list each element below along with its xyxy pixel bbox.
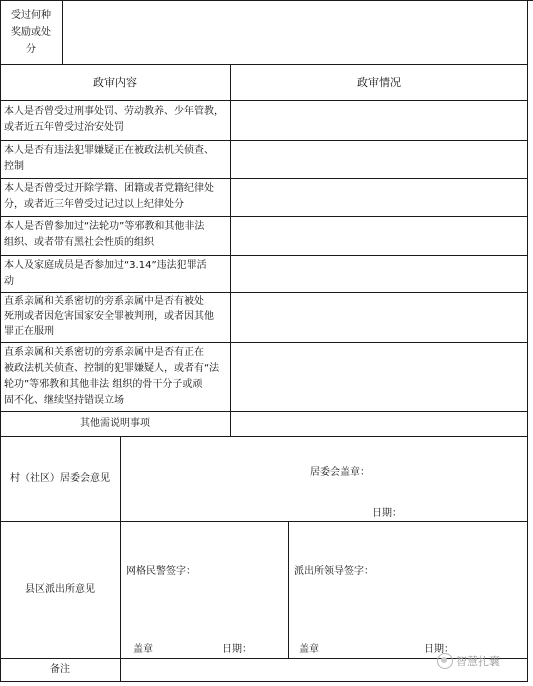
item-6-line-3: 罪正在服刑: [4, 326, 54, 337]
grid-stamp-label: 盖章: [133, 644, 153, 655]
grid-officer-sign-label: 网格民警签字：: [126, 566, 196, 577]
header-review-status: 政审情况: [357, 76, 401, 89]
item-6-line-1: 直系亲属和关系密切的旁系亲属中是否有被处: [4, 296, 204, 307]
village-date-label: 日期：: [372, 508, 402, 519]
item-2-line-1: 本人是否有违法犯罪嫌疑正在被政法机关侦查、: [4, 145, 214, 156]
item-1-line-2: 或者近五年曾受过治安处罚: [4, 122, 124, 133]
item-5-line-2: 动: [4, 276, 14, 287]
village-stamp-label: 居委会盖章：: [310, 467, 370, 478]
status-cell-1[interactable]: [231, 101, 527, 140]
wechat-logo-icon: [437, 653, 453, 669]
line-h11: [0, 521, 528, 522]
leader-date-label: 日期：: [424, 644, 454, 655]
line-left: [0, 0, 1, 682]
status-cell-5[interactable]: [231, 256, 527, 292]
item-2-line-2: 控制: [4, 161, 24, 172]
item-6-line-2: 死刑或者因危害国家安全罪被判刑，或者因其他: [4, 311, 214, 322]
grid-date-label: 日期：: [222, 644, 252, 655]
status-cell-2[interactable]: [231, 141, 527, 178]
award-label-line-1: 受过何种: [11, 10, 51, 21]
remarks-label: 备注: [50, 664, 70, 675]
header-review-content: 政审内容: [93, 76, 137, 89]
watermark: [437, 653, 500, 669]
line-h1: [0, 64, 528, 65]
item-7-line-2: 被政法机关侦查、控制的犯罪嫌疑人，或者有“法: [4, 363, 220, 374]
item-3-line-1: 本人是否曾受过开除学籍、团籍或者党籍纪律处: [4, 183, 214, 194]
status-cell-7[interactable]: [231, 343, 527, 411]
status-cell-3[interactable]: [231, 179, 527, 216]
line-police-split: [288, 521, 289, 658]
line-h10: [0, 436, 528, 437]
police-opinion-label: 县区派出所意见: [25, 584, 95, 595]
award-label-line-2: 奖励或处: [11, 27, 51, 38]
item-7-line-1: 直系亲属和关系密切的旁系亲属中是否有正在: [4, 347, 204, 358]
watermark-text: 智慧扎囊: [456, 655, 500, 668]
status-cell-4[interactable]: [231, 217, 527, 255]
award-value-cell[interactable]: [63, 1, 526, 63]
award-label-line-3: 分: [26, 44, 36, 55]
item-7-line-3: 轮功”等邪教和其他非法 组织的骨干分子或顽: [4, 379, 203, 390]
status-cell-6[interactable]: [231, 293, 527, 342]
leader-stamp-label: 盖章: [299, 644, 319, 655]
line-opinion-split: [120, 436, 121, 682]
item-4-line-2: 组织、或者带有黑社会性质的组织: [4, 237, 154, 248]
other-notes-cell[interactable]: [231, 412, 527, 436]
item-5-line-1: 本人及家庭成员是否参加过“3.14”违法犯罪活: [4, 260, 207, 271]
item-1-line-1: 本人是否曾受过刑事处罚、劳动教养、少年管教，: [4, 106, 224, 117]
line-bottom: [0, 681, 528, 682]
item-7-line-4: 固不化、继续坚持错误立场: [4, 395, 124, 406]
village-opinion-label: 村（社区）居委会意见: [10, 473, 110, 484]
line-right: [527, 0, 528, 682]
item-3-line-2: 分，或者近三年曾受过记过以上纪律处分: [4, 199, 184, 210]
leader-sign-label: 派出所领导签字：: [294, 566, 374, 577]
item-4-line-1: 本人是否曾参加过“法轮功”等邪教和其他非法: [4, 221, 205, 232]
other-notes-label: 其他需说明事项: [80, 418, 150, 429]
